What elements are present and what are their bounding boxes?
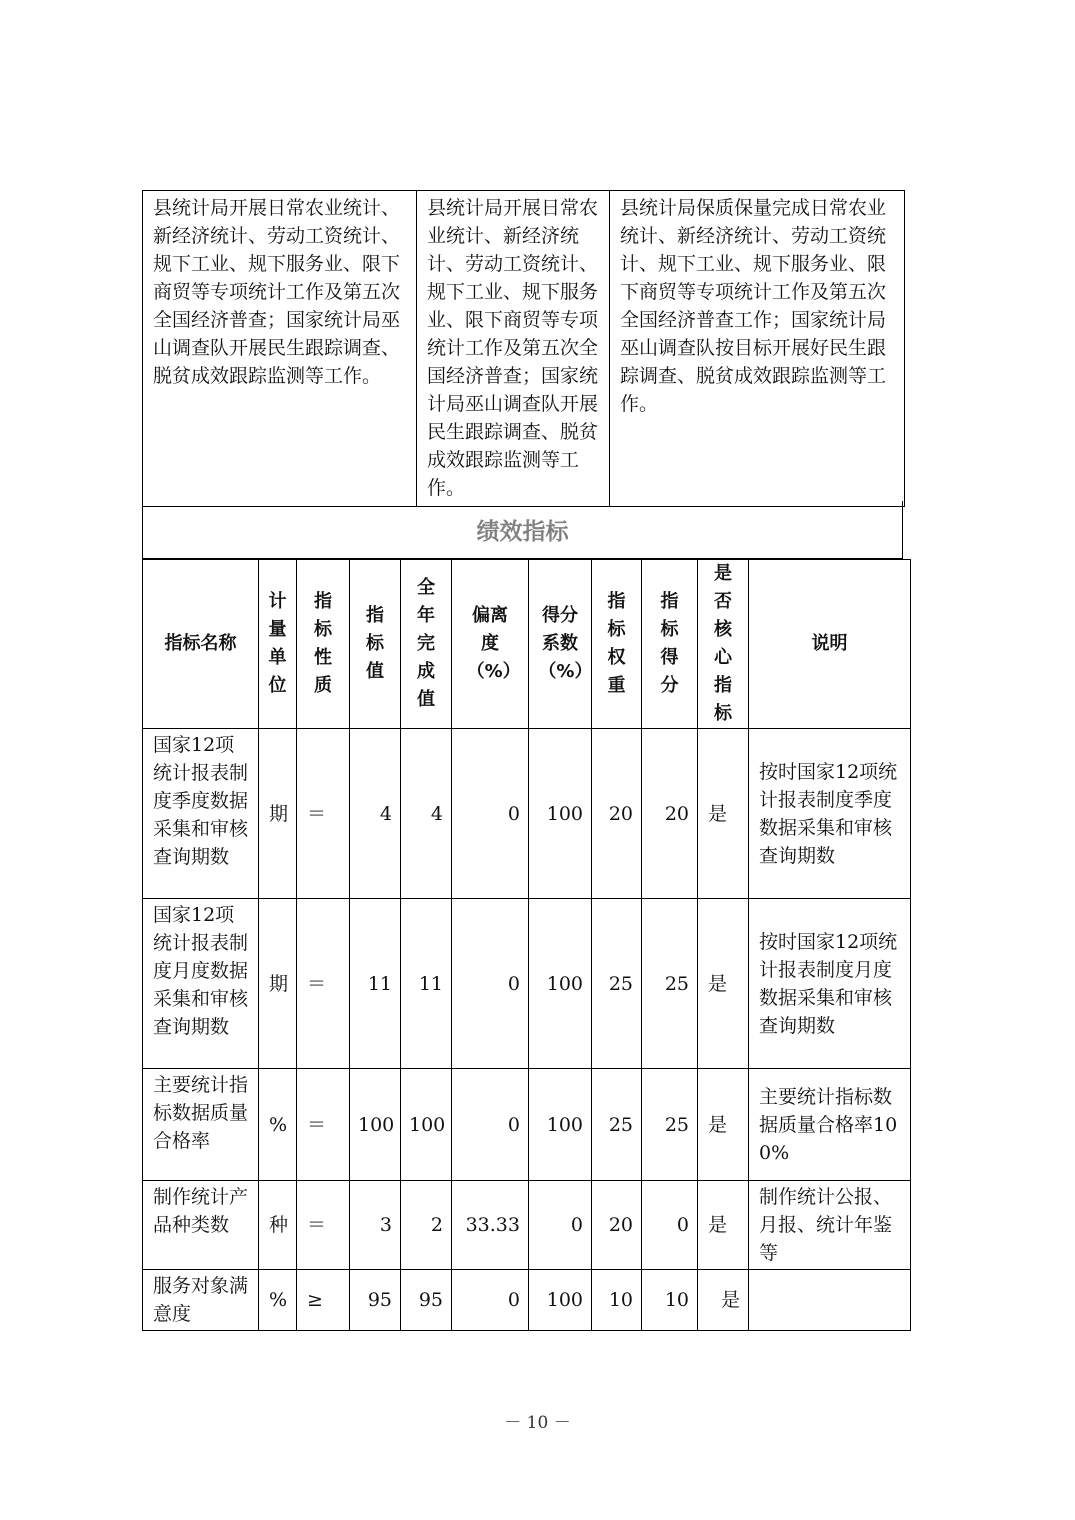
- cell-actual: 95: [401, 1270, 452, 1331]
- section-title: 绩效指标: [142, 501, 903, 559]
- cell-unit: %: [259, 1069, 297, 1181]
- cell-nature: ＝: [297, 1181, 350, 1270]
- cell-deviation: 0: [452, 1270, 529, 1331]
- header-unit: 计量单位: [259, 560, 297, 729]
- cell-desc: 制作统计公报、月报、统计年鉴等: [749, 1181, 911, 1270]
- cell-weight: 25: [592, 1069, 642, 1181]
- cell-target: 100: [350, 1069, 401, 1181]
- cell-name: 国家12项统计报表制度月度数据采集和审核查询期数: [143, 899, 259, 1069]
- content-row: [143, 191, 905, 507]
- header-weight: 指标权重: [592, 560, 642, 729]
- cell-name: 服务对象满意度: [143, 1270, 259, 1331]
- cell-target: 3: [350, 1181, 401, 1270]
- cell-desc: 按时国家12项统计报表制度季度数据采集和审核查询期数: [749, 729, 911, 899]
- cell-unit: %: [259, 1270, 297, 1331]
- header-core: 是否核心指标: [698, 560, 749, 729]
- cell-actual: 11: [401, 899, 452, 1069]
- cell-deviation: 0: [452, 1069, 529, 1181]
- cell-name: 制作统计产品种类数: [143, 1181, 259, 1270]
- cell-weight: 20: [592, 1181, 642, 1270]
- cell-core: 是: [698, 1181, 749, 1270]
- cell-target: 95: [350, 1270, 401, 1331]
- table-row: [143, 1270, 911, 1331]
- cell-nature: ＝: [297, 1069, 350, 1181]
- cell-unit: 期: [259, 899, 297, 1069]
- cell-score: 20: [642, 729, 698, 899]
- cell-core: 是: [698, 1270, 749, 1331]
- performance-indicator-table: [142, 559, 911, 1331]
- header-desc: 说明: [749, 560, 911, 729]
- cell-actual: 4: [401, 729, 452, 899]
- header-deviation: 偏离度（%）: [452, 560, 529, 729]
- cell-core: 是: [698, 729, 749, 899]
- cell-score: 25: [642, 1069, 698, 1181]
- cell-weight: 20: [592, 729, 642, 899]
- cell-unit: 期: [259, 729, 297, 899]
- cell-unit: 种: [259, 1181, 297, 1270]
- content-cell-planned: 县统计局开展日常农业统计、新经济统计、劳动工资统计、规下工业、规下服务业、限下商贸等专项统计工作及第五次全国经济普查；国家统计局巫山调查队开展民生跟踪调查、脱贫成效跟踪监测等工作。: [143, 191, 417, 507]
- cell-coef: 0: [529, 1181, 592, 1270]
- table-row: [143, 1181, 911, 1270]
- cell-coef: 100: [529, 899, 592, 1069]
- cell-coef: 100: [529, 1069, 592, 1181]
- cell-nature: ＝: [297, 899, 350, 1069]
- cell-deviation: 0: [452, 899, 529, 1069]
- cell-desc: 按时国家12项统计报表制度月度数据采集和审核查询期数: [749, 899, 911, 1069]
- cell-name: 国家12项统计报表制度季度数据采集和审核查询期数: [143, 729, 259, 899]
- cell-coef: 100: [529, 1270, 592, 1331]
- cell-core: 是: [698, 899, 749, 1069]
- table-row: [143, 729, 911, 899]
- cell-coef: 100: [529, 729, 592, 899]
- header-name: 指标名称: [143, 560, 259, 729]
- cell-weight: 25: [592, 899, 642, 1069]
- content-cell-completion: 县统计局保质保量完成日常农业统计、新经济统计、劳动工资统计、规下工业、规下服务业、限下商贸等专项统计工作及第五次全国经济普查工作；国家统计局巫山调查队按目标开展好民生跟踪调查、脱贫成效跟踪监测等工作。: [610, 191, 905, 507]
- cell-name: 主要统计指标数据质量合格率: [143, 1069, 259, 1181]
- cell-weight: 10: [592, 1270, 642, 1331]
- header-actual: 全年完成值: [401, 560, 452, 729]
- cell-deviation: 33.33: [452, 1181, 529, 1270]
- page-number: － 10 －: [504, 1413, 571, 1433]
- project-content-table: [142, 190, 905, 507]
- cell-target: 4: [350, 729, 401, 899]
- header-target: 指标值: [350, 560, 401, 729]
- cell-target: 11: [350, 899, 401, 1069]
- cell-actual: 100: [401, 1069, 452, 1181]
- content-cell-target: 县统计局开展日常农业统计、新经济统计、劳动工资统计、规下工业、规下服务业、限下商贸等专项统计工作及第五次全国经济普查；国家统计局巫山调查队开展民生跟踪调查、脱贫成效跟踪监测等工作。: [417, 191, 610, 507]
- header-nature: 指标性质: [297, 560, 350, 729]
- table-row: [143, 1069, 911, 1181]
- cell-deviation: 0: [452, 729, 529, 899]
- header-coef: 得分系数（%）: [529, 560, 592, 729]
- cell-desc: 主要统计指标数据质量合格率100%: [749, 1069, 911, 1181]
- cell-nature: ≥: [297, 1270, 350, 1331]
- table-row: [143, 899, 911, 1069]
- cell-score: 0: [642, 1181, 698, 1270]
- cell-desc: [749, 1270, 911, 1331]
- cell-score: 25: [642, 899, 698, 1069]
- cell-actual: 2: [401, 1181, 452, 1270]
- cell-score: 10: [642, 1270, 698, 1331]
- header-row: [143, 560, 911, 729]
- header-score: 指标得分: [642, 560, 698, 729]
- cell-core: 是: [698, 1069, 749, 1181]
- cell-nature: ＝: [297, 729, 350, 899]
